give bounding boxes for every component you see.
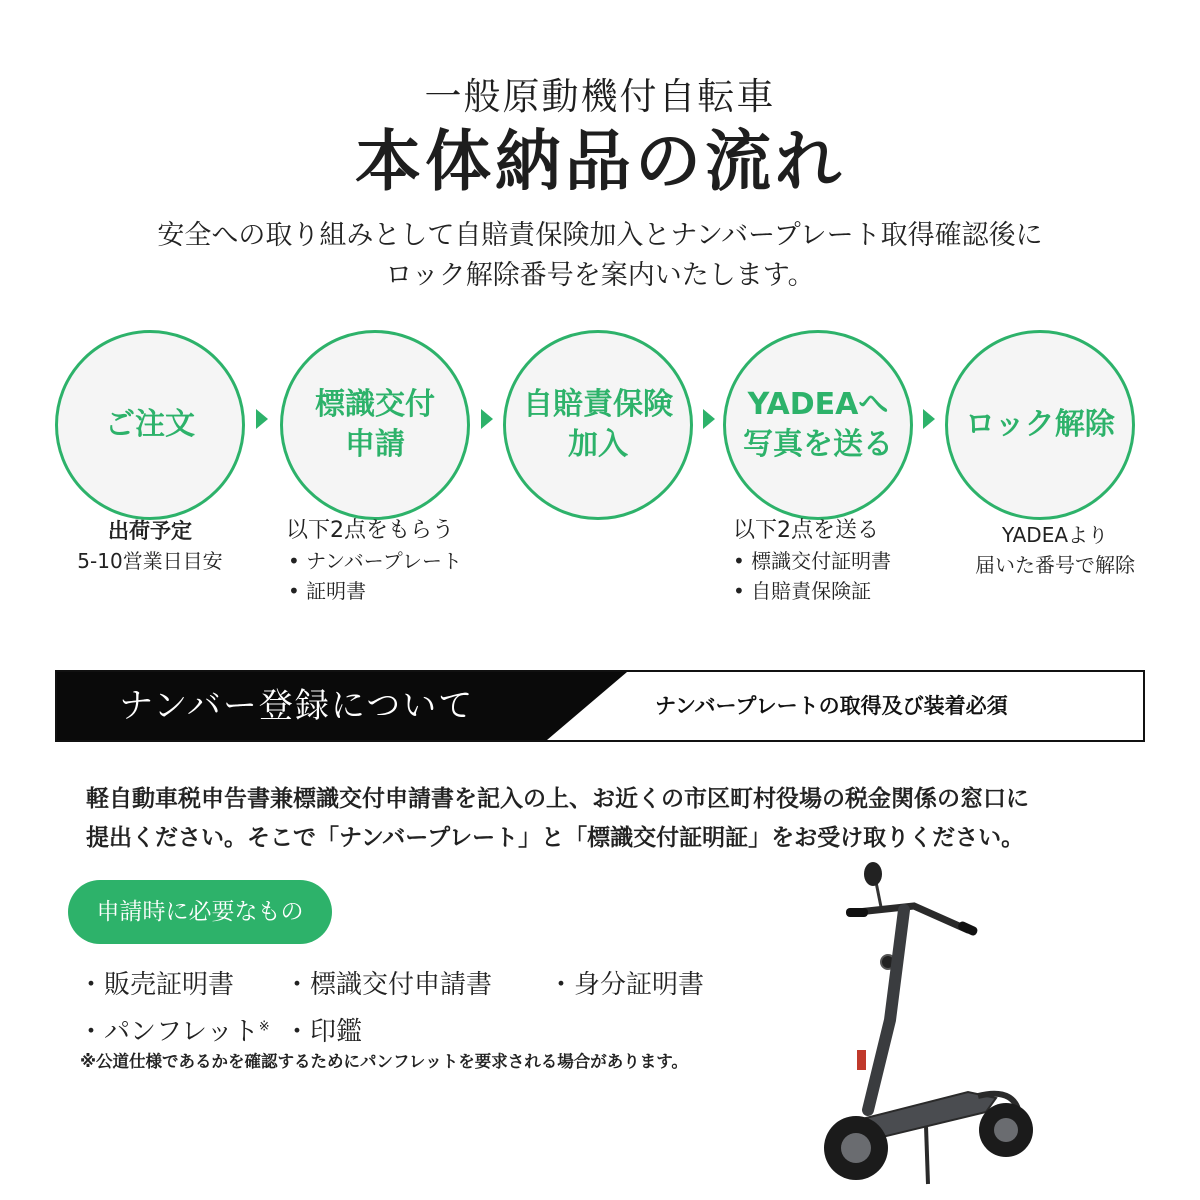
step-order-circle [55,330,245,520]
requirement-item-pamphlet [78,1011,270,1048]
unlock-note-line: 届いた番号で解除 [975,553,1135,577]
arrow-right-icon [923,409,935,429]
step-apply-circle [280,330,470,520]
photo-note-item: • 自賠責保険証 [733,579,872,603]
step-photo-label: YADEAへ 写真を送る [743,387,893,462]
page-subtitle: 一般原動機付自転車 [424,75,776,118]
registration-line: 提出ください。そこで「ナンバープレート」と「標識交付証明証」をお受け取りください。 [86,825,1025,851]
order-note-sub: 5-10営業日目安 [77,549,223,573]
photo-note-item: • 標識交付証明書 [733,549,892,573]
page-title: 本体納品の流れ [355,123,845,200]
step-order-label: ご注文 [105,407,195,442]
intro-text [0,216,1200,296]
arrow-right-icon [256,409,268,429]
apply-note-item: • 証明書 [288,579,367,603]
step-unlock-circle [945,330,1135,520]
number-registration-banner [55,670,1145,742]
requirements-footnote: ※公道仕様であるかを確認するためにパンフレットを要求される場合があります。 [80,1052,688,1071]
requirement-item-label: ・パンフレット [78,1017,259,1047]
banner-title: ナンバー登録について [119,686,475,726]
step-order-note [55,516,245,576]
intro-line: ロック解除番号を案内いたします。 [385,260,815,291]
apply-note-title: 以下2点をもらう [286,518,454,543]
step-unlock-label: ロック解除 [965,407,1115,442]
step-insurance-label: 自賠責保険 加入 [523,387,673,462]
intro-line: 安全への取り組みとして自賠責保険加入とナンバープレート取得確認後に [157,220,1043,251]
requirement-item: ・身分証明書 [548,970,705,1000]
requirement-item: ・標識交付申請書 [284,970,493,1000]
step-unlock-note [945,520,1165,580]
step-apply-note [286,516,486,606]
arrow-right-icon [481,409,493,429]
banner-subtitle: ナンバープレートの取得及び装着必須 [655,694,1008,718]
requirement-item: ・印鑑 [284,1017,363,1047]
step-insurance-circle [503,330,693,520]
unlock-note-line: YADEAより [1001,523,1109,547]
note-mark: ※ [258,1019,270,1035]
apply-note-item: • ナンバープレート [288,549,462,573]
registration-line: 軽自動車税申告書兼標識交付申請書を記入の上、お近くの市区町村役場の税金関係の窓口に [86,786,1029,812]
registration-text [86,780,1146,858]
step-apply-label: 標識交付 申請 [315,387,435,462]
requirements-badge: 申請時に必要なもの [68,880,332,944]
requirement-item: ・販売証明書 [78,970,235,1000]
arrow-right-icon [703,409,715,429]
order-note-title: 出荷予定 [108,519,192,543]
electric-scooter-image [818,860,1048,1200]
photo-note-title: 以下2点を送る [733,518,879,543]
step-photo-circle [723,330,913,520]
step-photo-note [733,516,933,606]
